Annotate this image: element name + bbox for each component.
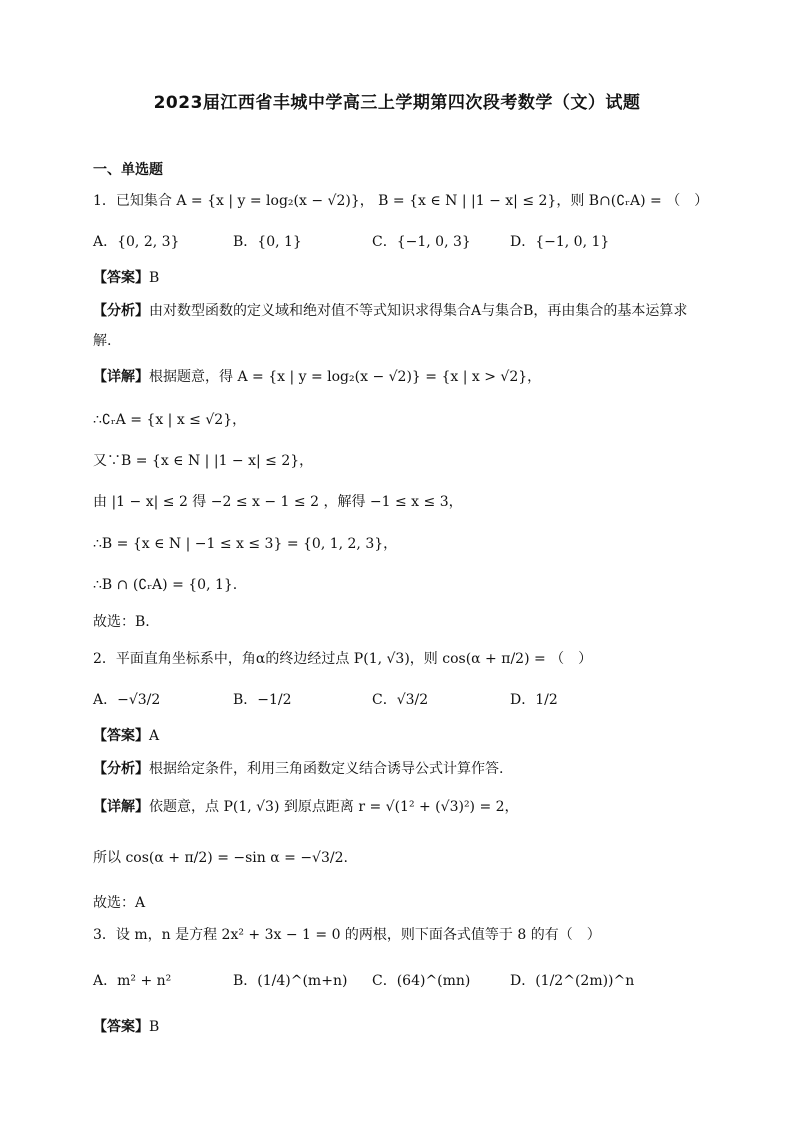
- answer-value: B: [149, 1019, 160, 1035]
- q1-option-a: A．{0, 2, 3}: [93, 234, 180, 250]
- q1-stem: 1．已知集合 A = {x | y = log₂(x − √2)}， B = {x ∈ N | |1 − x| ≤ 2}，则 B∩(∁ᵣA) = （ ）: [93, 193, 709, 209]
- analysis-text: 根据给定条件，利用三角函数定义结合诱导公式计算作答.: [149, 761, 504, 777]
- analysis-tag: 【分析】: [93, 303, 149, 319]
- q1-detail-6: ∴B ∩ (∁ᵣA) = {0, 1}.: [93, 577, 238, 593]
- document-title: 2023届江西省丰城中学高三上学期第四次段考数学（文）试题: [153, 93, 641, 113]
- q1-option-c: C．{−1, 0, 3}: [372, 234, 471, 250]
- q2-stem: 2．平面直角坐标系中，角α的终边经过点 P(1, √3)，则 cos(α + π/2) = （ ）: [93, 651, 593, 667]
- answer-tag: 【答案】: [93, 1019, 149, 1035]
- q3-option-d: D．(1/2^(2m))^n: [510, 973, 635, 989]
- answer-value: B: [149, 270, 160, 286]
- q2-option-a: A．−√3/2: [93, 692, 161, 708]
- q1-detail-5: ∴B = {x ∈ N | −1 ≤ x ≤ 3} = {0, 1, 2, 3}，: [93, 536, 398, 552]
- q1-detail-1: [93, 367, 541, 387]
- section-heading: 一、单选题: [93, 162, 163, 178]
- detail-tag: 【详解】: [93, 799, 149, 815]
- q2-answer: [93, 726, 159, 746]
- q2-detail-1: [93, 797, 519, 817]
- detail-tag: 【详解】: [93, 369, 149, 385]
- answer-tag: 【答案】: [93, 728, 149, 744]
- q1-answer: [93, 268, 159, 288]
- answer-value: A: [149, 728, 160, 744]
- detail-text: 依题意，点 P(1, √3) 到原点距离 r = √(1² + (√3)²) = 2，: [149, 799, 519, 815]
- q3-stem: 3．设 m，n 是方程 2x² + 3x − 1 = 0 的两根，则下面各式值等于 8 的有（ ）: [93, 927, 601, 943]
- q3-answer: [93, 1017, 159, 1037]
- analysis-text: 由对数型函数的定义域和绝对值不等式知识求得集合A与集合B，再由集合的基本运算求解.: [93, 303, 688, 349]
- q2-option-c: C．√3/2: [372, 692, 429, 708]
- q2-analysis: [93, 759, 503, 779]
- detail-text: 根据题意，得 A = {x | y = log₂(x − √2)} = {x | x > √2}，: [149, 369, 542, 385]
- q2-detail-2: 所以 cos(α + π/2) = −sin α = −√3/2.: [93, 850, 348, 866]
- q1-detail-3: 又∵B = {x ∈ N | |1 − x| ≤ 2}，: [93, 453, 314, 469]
- q2-conclusion: 故选：A: [93, 895, 146, 911]
- answer-tag: 【答案】: [93, 270, 149, 286]
- q1-analysis: [93, 296, 703, 356]
- q2-option-d: D．1/2: [510, 692, 558, 708]
- q3-option-a: A．m² + n²: [93, 973, 172, 989]
- analysis-tag: 【分析】: [93, 761, 149, 777]
- q1-option-b: B．{0, 1}: [233, 234, 302, 250]
- q2-option-b: B．−1/2: [233, 692, 292, 708]
- q3-option-b: B．(1/4)^(m+n): [233, 973, 348, 989]
- q1-detail-2: ∴∁ᵣA = {x | x ≤ √2}，: [93, 412, 247, 428]
- q1-option-d: D．{−1, 0, 1}: [510, 234, 610, 250]
- q1-detail-4: 由 |1 − x| ≤ 2 得 −2 ≤ x − 1 ≤ 2 ，解得 −1 ≤ x ≤ 3，: [93, 494, 463, 510]
- q1-conclusion: 故选：B.: [93, 614, 150, 630]
- q3-option-c: C．(64)^(mn): [372, 973, 471, 989]
